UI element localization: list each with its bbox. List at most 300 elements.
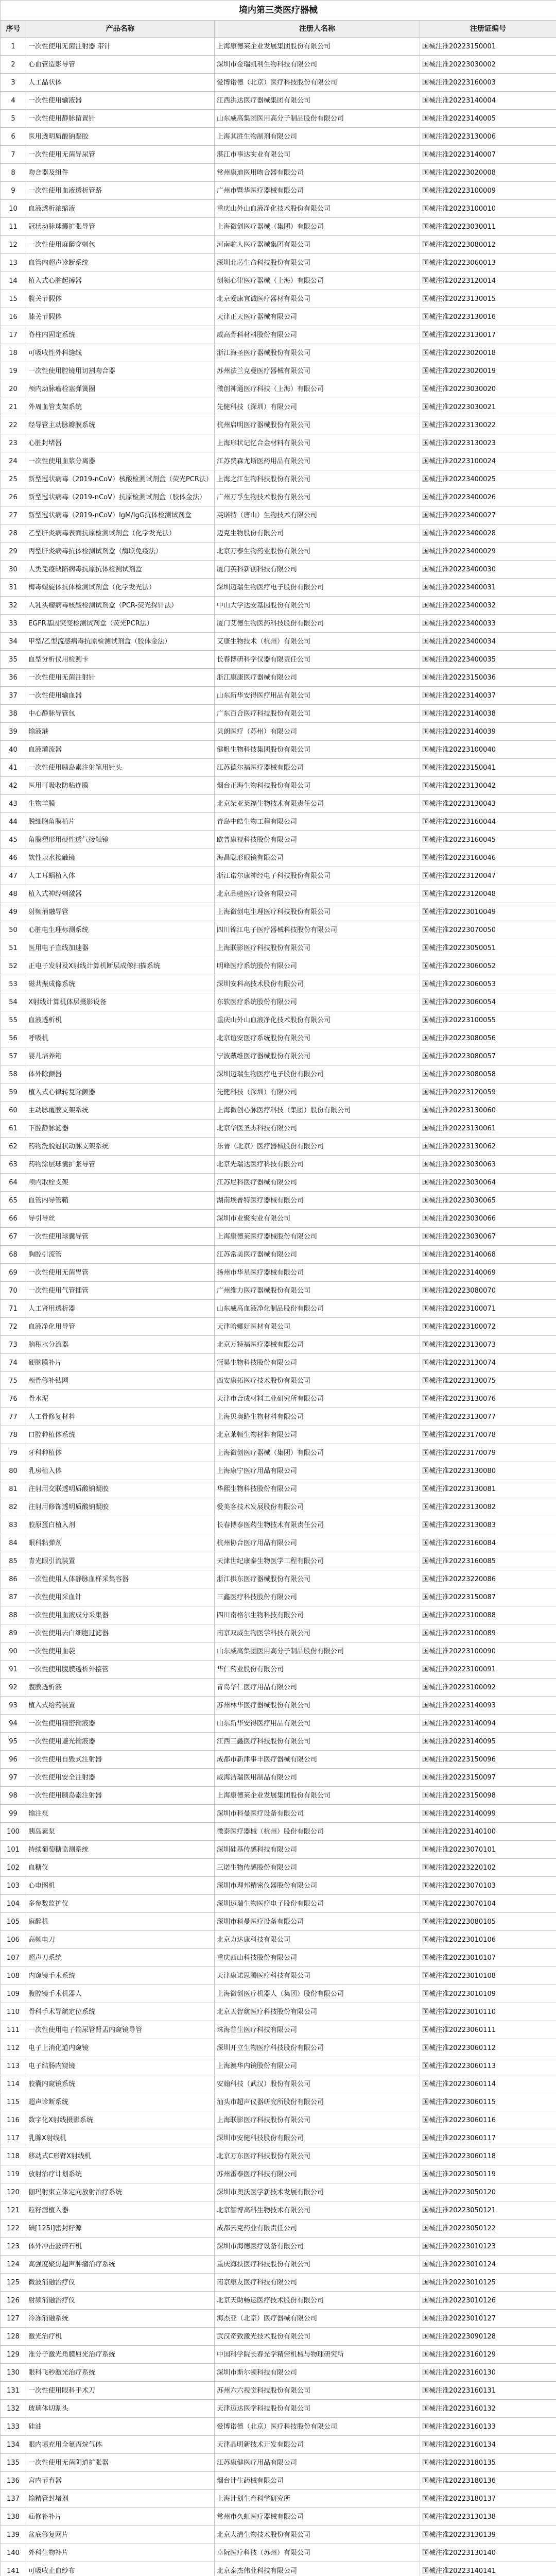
table-row xyxy=(1,2057,556,2075)
registration-number: 国械注准20223130061 xyxy=(420,1120,556,1138)
product-name: 胶囊内窥镜系统 xyxy=(26,2075,215,2093)
table-row xyxy=(1,416,556,434)
row-index: 10 xyxy=(1,200,26,218)
row-index: 135 xyxy=(1,2454,26,2472)
registrant-name: 上海微创电生理医疗科技股份有限公司 xyxy=(215,903,420,921)
table-row xyxy=(1,1697,556,1715)
registration-number: 国械注准20223150096 xyxy=(420,1751,556,1769)
registration-number: 国械注准20223030021 xyxy=(420,398,556,416)
registration-number: 国械注准20223060053 xyxy=(420,975,556,993)
registrant-name: 上海康德莱医疗器械股份有限公司 xyxy=(215,1228,420,1246)
registrant-name: 重庆山外山血液净化技术股份有限公司 xyxy=(215,200,420,218)
product-name: 颅内取栓支架 xyxy=(26,1174,215,1192)
product-name: 准分子激光角膜屈光治疗系统 xyxy=(26,2346,215,2364)
table-row xyxy=(1,2238,556,2256)
registration-number: 国械注准20223030011 xyxy=(420,218,556,236)
table-row xyxy=(1,1985,556,2003)
registrant-name: 上海计划生育科学研究所 xyxy=(215,2490,420,2508)
registrant-name: 烟台正海生物科技股份有限公司 xyxy=(215,777,420,795)
registrant-name: 海昌隐形眼镜有限公司 xyxy=(215,849,420,867)
row-index: 13 xyxy=(1,254,26,272)
product-name: 注射用修饰透明质酸钠凝胶 xyxy=(26,1498,215,1516)
row-index: 125 xyxy=(1,2274,26,2292)
registration-number: 国械注准20223140095 xyxy=(420,1733,556,1751)
table-row xyxy=(1,2490,556,2508)
registration-number: 国械注准20223140099 xyxy=(420,1805,556,1823)
registration-number: 国械注准20223020018 xyxy=(420,344,556,362)
registration-number: 国械注准20223100010 xyxy=(420,200,556,218)
product-name: 人工骨修复材料 xyxy=(26,1408,215,1426)
table-row xyxy=(1,1715,556,1733)
registrant-name: 上海联影医疗科技股份有限公司 xyxy=(215,2111,420,2129)
registrant-name: 苏州六六视觉科技股份有限公司 xyxy=(215,2382,420,2400)
registration-number: 国械注准20223160044 xyxy=(420,813,556,831)
registrant-name: 广东百合医疗科技股份有限公司 xyxy=(215,705,420,723)
registration-number: 国械注准20223130017 xyxy=(420,326,556,344)
table-row xyxy=(1,2364,556,2382)
product-name: 角膜塑形用硬性透气接触镜 xyxy=(26,831,215,849)
registration-number: 国械注准20223130060 xyxy=(420,1101,556,1120)
registrant-name: 长春博泰医药生物技术有限责任公司 xyxy=(215,1516,420,1534)
registrant-name: 上海贝奥路生物材料有限公司 xyxy=(215,1408,420,1426)
table-row xyxy=(1,1390,556,1408)
table-row xyxy=(1,2346,556,2364)
registrant-name: 深圳市斯尔顿科技有限公司 xyxy=(215,2364,420,2382)
registration-number: 国械注准20223030065 xyxy=(420,1192,556,1210)
row-index: 3 xyxy=(1,74,26,92)
product-name: 婴儿培养箱 xyxy=(26,1047,215,1065)
row-index: 73 xyxy=(1,1336,26,1354)
table-row xyxy=(1,723,556,741)
product-name: 冷冻消融系统 xyxy=(26,2310,215,2328)
product-name: 硬脑膜补片 xyxy=(26,1354,215,1372)
registrant-name: 青岛中皓生物工程有限公司 xyxy=(215,813,420,831)
row-index: 113 xyxy=(1,2057,26,2075)
product-name: 高频电刀 xyxy=(26,1931,215,1949)
row-index: 4 xyxy=(1,92,26,110)
table-row xyxy=(1,957,556,975)
row-index: 124 xyxy=(1,2256,26,2274)
table-row xyxy=(1,2292,556,2310)
registration-number: 国械注准20223080012 xyxy=(420,236,556,254)
table-row xyxy=(1,1841,556,1859)
table-row xyxy=(1,1192,556,1210)
table-row xyxy=(1,777,556,795)
registrant-name: 上海微创医疗器械（集团）有限公司 xyxy=(215,1444,420,1462)
title-row xyxy=(1,1,556,21)
registration-number: 国械注准20223030066 xyxy=(420,1210,556,1228)
row-index: 115 xyxy=(1,2093,26,2111)
table-row xyxy=(1,2093,556,2111)
row-index: 132 xyxy=(1,2400,26,2418)
row-index: 1 xyxy=(1,38,26,56)
registrant-name: 常州市久虹医疗器械有限公司 xyxy=(215,2508,420,2526)
table-row xyxy=(1,1246,556,1264)
product-name: 注射用交联透明质酸钠凝胶 xyxy=(26,1480,215,1498)
registration-number: 国械注准20223100072 xyxy=(420,1318,556,1336)
row-index: 38 xyxy=(1,705,26,723)
row-index: 103 xyxy=(1,1877,26,1895)
registrant-name: 上海形状记忆合金材料有限公司 xyxy=(215,434,420,452)
product-name: 胸腔引流管 xyxy=(26,1246,215,1264)
registration-number: 国械注准20223180135 xyxy=(420,2454,556,2472)
registrant-name: 深圳硅基传感科技有限公司 xyxy=(215,1841,420,1859)
row-index: 42 xyxy=(1,777,26,795)
row-index: 100 xyxy=(1,1823,26,1841)
registrant-name: 安翰科技（武汉）股份有限公司 xyxy=(215,2075,420,2093)
registrant-name: 北京万泰生物药业股份有限公司 xyxy=(215,543,420,561)
table-row xyxy=(1,2310,556,2328)
registration-number: 国械注准20223400026 xyxy=(420,488,556,506)
registration-number: 国械注准20223010108 xyxy=(420,1967,556,1985)
registration-number: 国械注准20223020019 xyxy=(420,362,556,380)
registrant-name: 宁波戴维医疗器械股份有限公司 xyxy=(215,1047,420,1065)
product-name: 青光眼引流装置 xyxy=(26,1552,215,1570)
registrant-name: 深圳市奥沃医学新技术发展有限公司 xyxy=(215,2183,420,2201)
table-row xyxy=(1,1462,556,1480)
registrant-name: 三鑫医疗科技股份有限公司 xyxy=(215,1588,420,1606)
row-index: 44 xyxy=(1,813,26,831)
table-row xyxy=(1,1751,556,1769)
registrant-name: 浙江康康医疗器械有限公司 xyxy=(215,669,420,687)
registrant-name: 深圳迈瑞生物医疗电子股份有限公司 xyxy=(215,1065,420,1083)
table-row xyxy=(1,1913,556,1931)
product-name: 高强度聚焦超声肿瘤治疗系统 xyxy=(26,2256,215,2274)
registrant-name: 上海微创医疗器械（集团）有限公司 xyxy=(215,218,420,236)
table-row xyxy=(1,741,556,759)
registration-number: 国械注准20223130076 xyxy=(420,1390,556,1408)
table-row xyxy=(1,524,556,543)
row-index: 35 xyxy=(1,651,26,669)
table-row xyxy=(1,1228,556,1246)
row-index: 29 xyxy=(1,543,26,561)
registration-number: 国械注准20223010125 xyxy=(420,2274,556,2292)
table-row xyxy=(1,831,556,849)
row-index: 77 xyxy=(1,1408,26,1426)
registration-number: 国械注准20223120047 xyxy=(420,867,556,885)
registration-number: 国械注准20223030067 xyxy=(420,1228,556,1246)
row-index: 19 xyxy=(1,362,26,380)
registration-number: 国械注准20223140037 xyxy=(420,687,556,705)
registrant-name: 深圳市安健科技股份有限公司 xyxy=(215,2129,420,2147)
product-name: 一次性使用人体静脉血样采集容器 xyxy=(26,1570,215,1588)
row-index: 67 xyxy=(1,1228,26,1246)
registration-number: 国械注准20223400028 xyxy=(420,524,556,543)
registrant-name: 深圳市金瑞凯利生物科技有限公司 xyxy=(215,56,420,74)
registrant-name: 北京华医圣杰科技有限公司 xyxy=(215,1120,420,1138)
product-name: 一次性使用避光输液器 xyxy=(26,1733,215,1751)
registrant-name: 常州康迪医用吻合器有限公司 xyxy=(215,164,420,182)
row-index: 12 xyxy=(1,236,26,254)
table-row xyxy=(1,110,556,128)
table-row xyxy=(1,1895,556,1913)
registrant-name: 健帆生物科技集团股份有限公司 xyxy=(215,741,420,759)
product-name: 可吸收性外科缝线 xyxy=(26,344,215,362)
table-row xyxy=(1,687,556,705)
table-row xyxy=(1,146,556,164)
registrant-name: 乐普（北京）医疗器械股份有限公司 xyxy=(215,1138,420,1156)
registration-number: 国械注准20223140069 xyxy=(420,1264,556,1282)
row-index: 68 xyxy=(1,1246,26,1264)
registration-number: 国械注准20223060118 xyxy=(420,2147,556,2165)
product-name: 碘[125I]密封籽源 xyxy=(26,2219,215,2238)
table-row xyxy=(1,236,556,254)
row-index: 39 xyxy=(1,723,26,741)
row-index: 55 xyxy=(1,1011,26,1029)
registrant-name: 冠昊生物科技股份有限公司 xyxy=(215,1354,420,1372)
table-row xyxy=(1,2562,556,2576)
registration-number: 国械注准20223130062 xyxy=(420,1138,556,1156)
registration-number: 国械注准20223160045 xyxy=(420,831,556,849)
row-index: 30 xyxy=(1,561,26,579)
registrant-name: 深圳开立生物医疗科技股份有限公司 xyxy=(215,2039,420,2057)
row-index: 136 xyxy=(1,2472,26,2490)
registration-number: 国械注准20223160085 xyxy=(420,1552,556,1570)
registration-number: 国械注准20223070103 xyxy=(420,1877,556,1895)
product-name: 乙型肝炎病毒表面抗原检测试剂盒（化学发光法） xyxy=(26,524,215,543)
registration-number: 国械注准20223160084 xyxy=(420,1534,556,1552)
product-name: 一次性使用腹膜透析外接管 xyxy=(26,1660,215,1679)
registrant-name: 山东新华安得医疗用品有限公司 xyxy=(215,1715,420,1733)
row-index: 97 xyxy=(1,1769,26,1787)
registrant-name: 北京谊安医疗系统股份有限公司 xyxy=(215,1029,420,1047)
product-name: 主动脉覆膜支架系统 xyxy=(26,1101,215,1120)
product-name: 乳房植入体 xyxy=(26,1462,215,1480)
product-name: 呼吸机 xyxy=(26,1029,215,1047)
registration-number: 国械注准20223100089 xyxy=(420,1624,556,1642)
registrant-name: 江西三鑫医疗科技股份有限公司 xyxy=(215,1733,420,1751)
row-index: 8 xyxy=(1,164,26,182)
registration-number: 国械注准20223400033 xyxy=(420,615,556,633)
row-index: 133 xyxy=(1,2418,26,2436)
registration-number: 国械注准20223060114 xyxy=(420,2075,556,2093)
product-name: 骨科手术导航定位系统 xyxy=(26,2003,215,2021)
registration-number: 国械注准20223150097 xyxy=(420,1769,556,1787)
table-row xyxy=(1,2526,556,2544)
registration-number: 国械注准20223130016 xyxy=(420,308,556,326)
product-name: 胰岛素泵 xyxy=(26,1823,215,1841)
table-row xyxy=(1,921,556,939)
product-name: 外周血管支架系统 xyxy=(26,398,215,416)
table-row xyxy=(1,1408,556,1426)
product-name: 药物洗脱冠状动脉支架系统 xyxy=(26,1138,215,1156)
registrant-name: 上海康宁医疗用品有限公司 xyxy=(215,1462,420,1480)
row-index: 106 xyxy=(1,1931,26,1949)
registration-number: 国械注准20223160003 xyxy=(420,74,556,92)
row-index: 81 xyxy=(1,1480,26,1498)
table-row xyxy=(1,2201,556,2219)
table-row xyxy=(1,1516,556,1534)
product-name: 输注泵 xyxy=(26,1805,215,1823)
registrant-name: 四川锦江电子医疗器械科技股份有限公司 xyxy=(215,921,420,939)
table-row xyxy=(1,488,556,506)
product-name: 硅油 xyxy=(26,2418,215,2436)
product-name: 一次性使用胰岛素注射笔用针头 xyxy=(26,759,215,777)
table-row xyxy=(1,200,556,218)
registrant-name: 扬州市华星医疗器械有限公司 xyxy=(215,1264,420,1282)
product-name: 人乳头瘤病毒核酸检测试剂盒（PCR-荧光探针法） xyxy=(26,597,215,615)
registrant-name: 威高骨科材料股份有限公司 xyxy=(215,326,420,344)
product-name: 眼科飞秒激光治疗系统 xyxy=(26,2364,215,2382)
table-row xyxy=(1,2165,556,2183)
product-name: 药物涂层球囊扩张导管 xyxy=(26,1156,215,1174)
product-name: 宫内节育器 xyxy=(26,2472,215,2490)
row-index: 34 xyxy=(1,633,26,651)
table-row xyxy=(1,344,556,362)
row-index: 25 xyxy=(1,470,26,488)
registrant-name: 北京桀亚莱福生物技术有限责任公司 xyxy=(215,795,420,813)
table-row xyxy=(1,2147,556,2165)
row-index: 17 xyxy=(1,326,26,344)
row-index: 112 xyxy=(1,2039,26,2057)
registration-number: 国械注准20223020008 xyxy=(420,164,556,182)
registrant-name: 南京康友医疗科技有限公司 xyxy=(215,2274,420,2292)
registrant-name: 江西洪达医疗器械集团有限公司 xyxy=(215,92,420,110)
table-row xyxy=(1,1101,556,1120)
table-row xyxy=(1,633,556,651)
registration-number: 国械注准20223010106 xyxy=(420,1931,556,1949)
table-row xyxy=(1,1606,556,1624)
product-name: 内窥镜手术系统 xyxy=(26,1967,215,1985)
registration-number: 国械注准20223160046 xyxy=(420,849,556,867)
registration-number: 国械注准20223010124 xyxy=(420,2256,556,2274)
product-name: 一次性使用无菌注射器 带针 xyxy=(26,38,215,56)
product-name: 颅骨修补钛网 xyxy=(26,1372,215,1390)
product-name: 一次性使用去白细胞过滤器 xyxy=(26,1624,215,1642)
table-row xyxy=(1,1733,556,1751)
registration-number: 国械注准20223130015 xyxy=(420,290,556,308)
registration-number: 国械注准20223140100 xyxy=(420,1823,556,1841)
row-index: 118 xyxy=(1,2147,26,2165)
registrant-name: 深圳市理邦精密仪器股份有限公司 xyxy=(215,1877,420,1895)
registration-number: 国械注准20223160133 xyxy=(420,2418,556,2436)
product-name: 射频消融导管 xyxy=(26,903,215,921)
registrant-name: 苏州雷泰医疗科技有限公司 xyxy=(215,2165,420,2183)
table-row xyxy=(1,2382,556,2400)
product-name: 一次性使用血液成分采集器 xyxy=(26,1606,215,1624)
registration-number: 国械注准20223180137 xyxy=(420,2490,556,2508)
table-row xyxy=(1,1859,556,1877)
row-index: 31 xyxy=(1,579,26,597)
row-index: 59 xyxy=(1,1083,26,1101)
row-index: 43 xyxy=(1,795,26,813)
registration-number: 国械注准20223140038 xyxy=(420,705,556,723)
row-index: 88 xyxy=(1,1606,26,1624)
registration-number: 国械注准20223050051 xyxy=(420,939,556,957)
product-name: 眼内填充用全氟丙烷气体 xyxy=(26,2436,215,2454)
product-name: 颅内动脉瘤栓塞弹簧圈 xyxy=(26,380,215,398)
registrant-name: 天津迈达医学科技股份有限公司 xyxy=(215,2400,420,2418)
registrant-name: 先健科技（深圳）有限公司 xyxy=(215,1083,420,1101)
registration-number: 国械注准20223070104 xyxy=(420,1895,556,1913)
product-name: 一次性使用眼科手术刀 xyxy=(26,2382,215,2400)
product-name: 持续葡萄糖监测系统 xyxy=(26,1841,215,1859)
table-row xyxy=(1,2021,556,2039)
row-index: 92 xyxy=(1,1679,26,1697)
registrant-name: 先健科技（深圳）有限公司 xyxy=(215,398,420,416)
row-index: 54 xyxy=(1,993,26,1011)
table-row xyxy=(1,2075,556,2093)
registrant-name: 爱博诺德（北京）医疗科技股份有限公司 xyxy=(215,2418,420,2436)
product-name: 一次性使用血液透析管路 xyxy=(26,182,215,200)
product-name: 医用可吸收防粘连膜 xyxy=(26,777,215,795)
registrant-name: 江苏常美医疗器械有限公司 xyxy=(215,1246,420,1264)
registrant-name: 三诺生物传感股份有限公司 xyxy=(215,1859,420,1877)
table-row xyxy=(1,1083,556,1101)
registrant-name: 海杰亚（北京）医疗器械有限公司 xyxy=(215,2310,420,2328)
registrant-name: 厦门艾德生物医药科技股份有限公司 xyxy=(215,615,420,633)
registration-number: 国械注准20223150001 xyxy=(420,38,556,56)
table-row xyxy=(1,1065,556,1083)
table-row xyxy=(1,597,556,615)
product-name: 腹膜透析液 xyxy=(26,1679,215,1697)
product-name: 一次性使用血浆分离器 xyxy=(26,452,215,470)
registrant-name: 湖南埃普特医疗器械有限公司 xyxy=(215,1192,420,1210)
row-index: 80 xyxy=(1,1462,26,1480)
registrant-name: 北京天智航医疗科技股份有限公司 xyxy=(215,2003,420,2021)
registrant-name: 西安康拓医疗技术股份有限公司 xyxy=(215,1372,420,1390)
table-row xyxy=(1,2183,556,2201)
registration-number: 国械注准20223400029 xyxy=(420,543,556,561)
registration-number: 国械注准20223130073 xyxy=(420,1336,556,1354)
row-index: 108 xyxy=(1,1967,26,1985)
table-row xyxy=(1,74,556,92)
row-index: 116 xyxy=(1,2111,26,2129)
registration-number: 国械注准20223060052 xyxy=(420,957,556,975)
registrant-name: 深圳迈瑞生物医疗电子股份有限公司 xyxy=(215,579,420,597)
registration-number: 国械注准20223140093 xyxy=(420,1697,556,1715)
table-row xyxy=(1,506,556,524)
registrant-name: 北京泰杰伟业科技有限公司 xyxy=(215,2562,420,2576)
table-row xyxy=(1,705,556,723)
table-row xyxy=(1,218,556,236)
row-index: 53 xyxy=(1,975,26,993)
product-name: 放射治疗计划系统 xyxy=(26,2165,215,2183)
registration-number: 国械注准20223060116 xyxy=(420,2111,556,2129)
row-index: 2 xyxy=(1,56,26,74)
row-index: 14 xyxy=(1,272,26,290)
registrant-name: 江苏费森尤斯医药用品有限公司 xyxy=(215,452,420,470)
product-name: 人工肾用透析器 xyxy=(26,1300,215,1318)
registrant-name: 贝朗医疗（苏州）有限公司 xyxy=(215,723,420,741)
product-name: 一次性使用精密输液器 xyxy=(26,1715,215,1733)
product-name: 盆底修复网片 xyxy=(26,2526,215,2544)
product-name: 梅毒螺旋体抗体检测试剂盒（化学发光法） xyxy=(26,579,215,597)
product-name: 血液净化用导管 xyxy=(26,1318,215,1336)
row-index: 119 xyxy=(1,2165,26,2183)
row-index: 91 xyxy=(1,1660,26,1679)
product-name: 脑积水分流器 xyxy=(26,1336,215,1354)
table-row xyxy=(1,398,556,416)
registration-number: 国械注准20223060054 xyxy=(420,993,556,1011)
registrant-name: 北京莱顿生物材料有限公司 xyxy=(215,1426,420,1444)
registration-number: 国械注准20223080057 xyxy=(420,1047,556,1065)
registrant-name: 东软医疗系统股份有限公司 xyxy=(215,993,420,1011)
registration-number: 国械注准20223140094 xyxy=(420,1715,556,1733)
registration-number: 国械注准20223400032 xyxy=(420,597,556,615)
row-index: 85 xyxy=(1,1552,26,1570)
product-name: 人工耳蜗植入体 xyxy=(26,867,215,885)
table-row xyxy=(1,56,556,74)
table-row xyxy=(1,452,556,470)
registration-number: 国械注准20223400030 xyxy=(420,561,556,579)
product-name: 脱细胞角膜植片 xyxy=(26,813,215,831)
row-index: 37 xyxy=(1,687,26,705)
table-row xyxy=(1,1660,556,1679)
registrant-name: 长春博研科学仪器有限责任公司 xyxy=(215,651,420,669)
row-index: 11 xyxy=(1,218,26,236)
row-index: 140 xyxy=(1,2544,26,2562)
